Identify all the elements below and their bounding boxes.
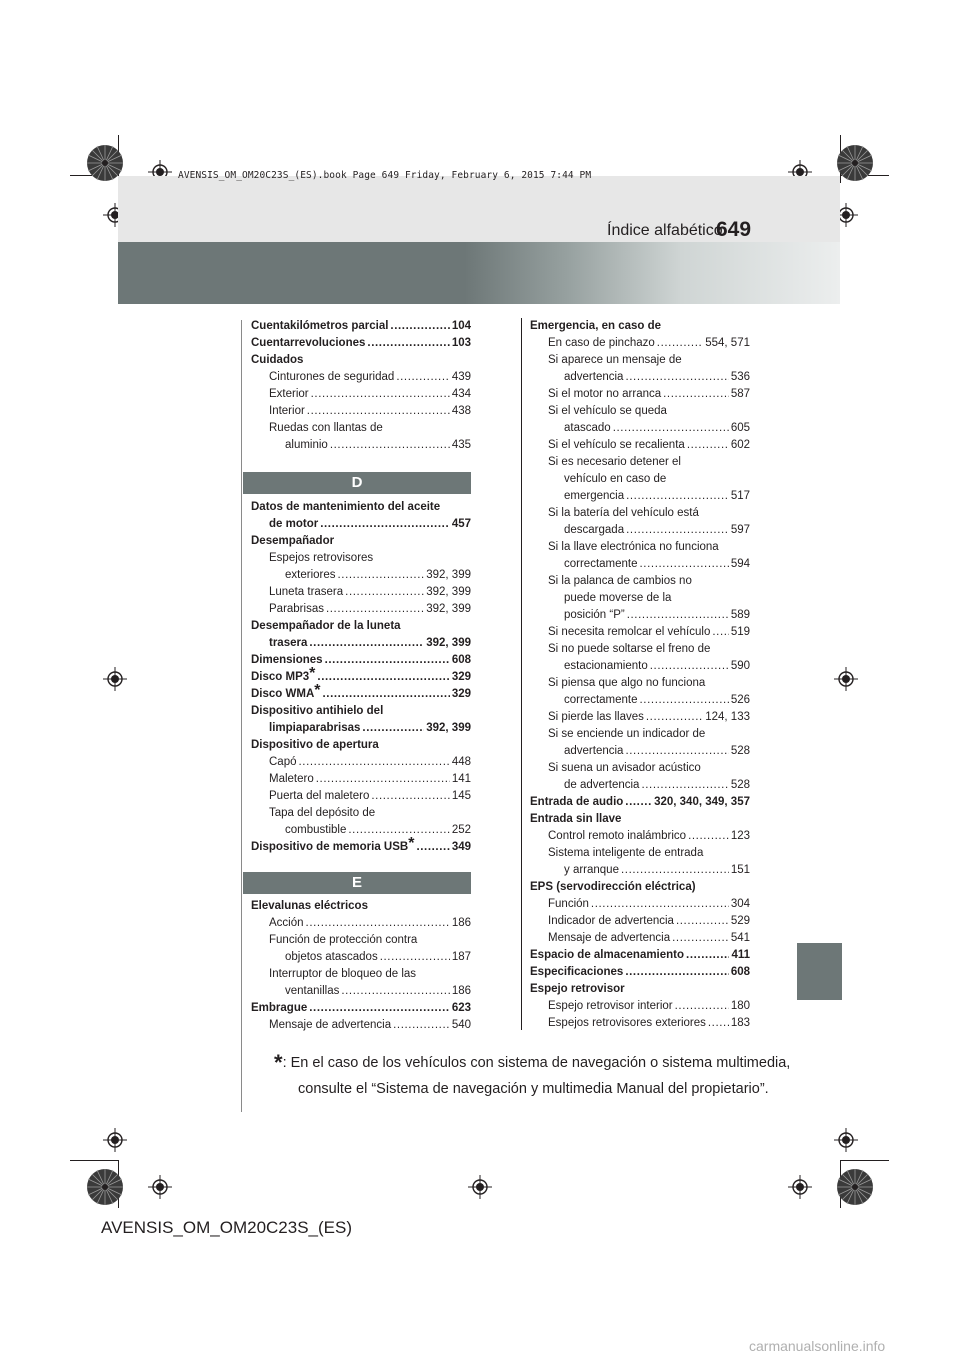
index-entry xyxy=(530,386,750,403)
index-entry-term: Ruedas con llantas de xyxy=(269,422,383,434)
index-entry-page: 554, 571 xyxy=(705,337,750,349)
index-entry xyxy=(530,930,750,947)
index-entry xyxy=(530,828,750,845)
index-entry-term: de motor xyxy=(269,518,319,530)
leader-dots xyxy=(390,318,449,335)
index-entry xyxy=(530,998,750,1015)
index-entry-page: 608 xyxy=(730,966,750,978)
leader-dots xyxy=(657,335,703,352)
index-entry-page: 587 xyxy=(730,388,750,400)
index-entry-term: Función xyxy=(548,898,589,910)
index-entry xyxy=(251,533,471,550)
index-entry-page: 590 xyxy=(730,660,750,672)
registration-mark-icon xyxy=(468,1175,492,1199)
section-header-e: E xyxy=(243,872,471,894)
page-title: Índice alfabético xyxy=(607,222,723,239)
leader-dots xyxy=(362,720,424,737)
index-entry xyxy=(251,437,471,454)
index-entry xyxy=(530,947,750,964)
index-entry-page: 186 xyxy=(451,917,471,929)
index-entry xyxy=(530,862,750,879)
footer-document-code: AVENSIS_OM_OM20C23S_(ES) xyxy=(101,1218,352,1237)
index-entry-term: Espejo retrovisor interior xyxy=(548,1000,673,1012)
index-entry xyxy=(251,601,471,618)
index-entry-page: 605 xyxy=(730,422,750,434)
index-entry-page: 529 xyxy=(730,915,750,927)
index-entry xyxy=(530,777,750,794)
leader-dots xyxy=(675,998,729,1015)
registration-mark-icon xyxy=(103,667,127,691)
registration-mark-icon xyxy=(834,667,858,691)
leader-dots xyxy=(621,862,729,879)
index-entry xyxy=(530,420,750,437)
index-entry xyxy=(530,726,750,743)
index-entry xyxy=(530,760,750,777)
index-entry-page: 392, 399 xyxy=(426,569,471,581)
leader-dots xyxy=(712,624,728,641)
index-entry-page: 439 xyxy=(451,371,471,383)
index-entry-page: 329 xyxy=(451,688,471,700)
index-entry xyxy=(251,949,471,966)
index-entry-term: Puerta del maletero xyxy=(269,790,370,802)
index-entry-term: Desempañador xyxy=(251,535,335,547)
index-entry-term: Si pierde las llaves xyxy=(548,711,644,723)
leader-dots xyxy=(322,686,449,703)
header-band xyxy=(118,242,840,304)
leader-dots xyxy=(338,567,425,584)
index-entry-term: Indicador de advertencia xyxy=(548,915,674,927)
index-entry-page: 392, 399 xyxy=(426,637,471,649)
index-entry xyxy=(251,584,471,601)
index-entry-term: Interior xyxy=(269,405,305,417)
index-entry-term: Dimensiones xyxy=(251,654,323,666)
index-entry xyxy=(251,499,471,516)
index-entry-term: emergencia xyxy=(564,490,625,502)
chapter-tab-marker xyxy=(797,943,842,1000)
index-entry-page: 180 xyxy=(730,1000,750,1012)
leader-dots xyxy=(625,964,728,981)
leader-dots xyxy=(686,947,729,964)
index-entry-term: correctamente xyxy=(564,558,638,570)
leader-dots xyxy=(396,369,450,386)
index-entry xyxy=(530,658,750,675)
index-entry xyxy=(530,318,750,335)
index-entry-page: 304 xyxy=(730,898,750,910)
index-entry-term: Si el motor no arranca xyxy=(548,388,662,400)
index-entry xyxy=(530,1015,750,1032)
index-entry-term: combustible xyxy=(285,824,347,836)
leader-dots xyxy=(625,794,652,811)
footnote-star: * xyxy=(274,1050,283,1075)
leader-dots xyxy=(625,743,728,760)
index-entry-term: Cuentakilómetros parcial xyxy=(251,320,389,332)
index-entry xyxy=(530,964,750,981)
index-entry-term: Interruptor de bloqueo de las xyxy=(269,968,417,980)
index-column-left-d xyxy=(251,499,471,856)
index-entry-term: Si es necesario detener el xyxy=(548,456,681,468)
index-entry xyxy=(251,737,471,754)
leader-dots xyxy=(309,1000,450,1017)
index-entry-page: 329 xyxy=(451,671,471,683)
index-entry-page: 183 xyxy=(730,1017,750,1029)
index-entry xyxy=(530,505,750,522)
index-column-left-top xyxy=(251,318,471,454)
index-entry-term: Si suena un avisador acústico xyxy=(548,762,701,774)
index-entry-term: Control remoto inalámbrico xyxy=(548,830,687,842)
index-entry-page: 320, 340, 349, 357 xyxy=(654,796,750,808)
index-entry-page: 517 xyxy=(730,490,750,502)
leader-dots xyxy=(330,437,450,454)
index-entry xyxy=(251,352,471,369)
index-entry-term: de advertencia xyxy=(564,779,640,791)
index-entry-term: Espejos retrovisores exteriores xyxy=(548,1017,706,1029)
index-entry-term: Tapa del depósito de xyxy=(269,807,376,819)
index-entry-term: Especificaciones xyxy=(530,966,624,978)
index-entry-term: Entrada de audio xyxy=(530,796,624,808)
index-entry xyxy=(530,352,750,369)
leader-dots xyxy=(309,635,424,652)
index-entry-term: y arranque xyxy=(564,864,619,876)
index-entry xyxy=(251,898,471,915)
index-entry-page: 434 xyxy=(451,388,471,400)
index-entry-page: 349 xyxy=(451,841,471,853)
index-entry xyxy=(251,386,471,403)
index-entry xyxy=(530,743,750,760)
index-entry xyxy=(530,913,750,930)
index-entry xyxy=(251,771,471,788)
print-info-line: AVENSIS_OM_OM20C23S_(ES).book Page 649 Friday, February 6, 2015 7:44 PM xyxy=(178,170,592,181)
column-divider xyxy=(521,318,522,1030)
index-column-left-e xyxy=(251,898,471,1034)
leader-dots xyxy=(380,949,450,966)
index-entry-term: Entrada sin llave xyxy=(530,813,622,825)
index-entry-page: 141 xyxy=(451,773,471,785)
index-entry-term: Dispositivo antihielo del xyxy=(251,705,384,717)
leader-dots xyxy=(307,403,450,420)
index-entry xyxy=(251,403,471,420)
index-entry-term: Si el vehículo se recalienta xyxy=(548,439,685,451)
index-entry-term: Luneta trasera xyxy=(269,586,344,598)
index-entry xyxy=(530,845,750,862)
index-entry xyxy=(530,692,750,709)
index-entry-term: limpiaparabrisas xyxy=(269,722,361,734)
leader-dots xyxy=(345,584,424,601)
registration-mark-icon xyxy=(103,1128,127,1152)
index-entry-term: Datos de mantenimiento del aceite xyxy=(251,501,441,513)
index-entry-term: Si la batería del vehículo está xyxy=(548,507,699,519)
index-entry-term: Elevalunas eléctricos xyxy=(251,900,368,912)
index-entry-term: correctamente xyxy=(564,694,638,706)
leader-dots xyxy=(299,754,450,771)
leader-dots xyxy=(650,658,729,675)
index-entry-term: Función de protección contra xyxy=(269,934,418,946)
index-entry-term: advertencia xyxy=(564,745,624,757)
index-entry-page: 602 xyxy=(730,439,750,451)
index-entry-page: 597 xyxy=(730,524,750,536)
index-entry xyxy=(251,618,471,635)
index-entry xyxy=(530,454,750,471)
index-entry-term: Embrague xyxy=(251,1002,308,1014)
index-entry xyxy=(530,573,750,590)
leader-dots xyxy=(640,692,729,709)
index-entry-page: 623 xyxy=(451,1002,471,1014)
leader-dots xyxy=(591,896,729,913)
leader-dots xyxy=(306,915,450,932)
index-entry-term: aluminio xyxy=(285,439,328,451)
index-entry-term: trasera xyxy=(269,637,308,649)
index-entry xyxy=(251,805,471,822)
footnote xyxy=(274,1050,790,1102)
index-entry-term: posición “P” xyxy=(564,609,625,621)
index-entry-term: estacionamiento xyxy=(564,660,648,672)
leader-dots xyxy=(311,386,450,403)
index-entry xyxy=(251,915,471,932)
leader-dots xyxy=(316,771,450,788)
index-entry-term: Acción xyxy=(269,917,304,929)
index-entry xyxy=(251,703,471,720)
index-entry-term: Espejo retrovisor xyxy=(530,983,625,995)
registration-mark-icon xyxy=(148,1175,172,1199)
index-entry-page: 448 xyxy=(451,756,471,768)
index-entry-term: Si aparece un mensaje de xyxy=(548,354,682,366)
index-entry xyxy=(251,754,471,771)
section-header-d: D xyxy=(243,472,471,494)
index-entry xyxy=(530,369,750,386)
index-entry xyxy=(530,522,750,539)
spoke-disc-icon xyxy=(86,1168,124,1206)
leader-dots xyxy=(676,913,729,930)
index-entry-term: puede moverse de la xyxy=(564,592,672,604)
index-entry-term: Espacio de almacenamiento xyxy=(530,949,685,961)
registration-mark-icon xyxy=(834,1128,858,1152)
index-entry xyxy=(251,420,471,437)
index-entry-page: 438 xyxy=(451,405,471,417)
index-entry-term: Disco WMA xyxy=(251,688,315,700)
index-entry xyxy=(251,966,471,983)
index-entry-term: Disco MP3 xyxy=(251,671,310,683)
index-entry-page: 252 xyxy=(451,824,471,836)
index-entry xyxy=(530,335,750,352)
index-entry-term: advertencia xyxy=(564,371,624,383)
leader-dots xyxy=(627,607,729,624)
leader-dots xyxy=(672,930,729,947)
index-entry-term: objetos atascados xyxy=(285,951,378,963)
index-entry xyxy=(530,794,750,811)
index-entry-page: 519 xyxy=(730,626,750,638)
index-entry xyxy=(530,488,750,505)
index-entry xyxy=(530,675,750,692)
watermark: carmanualsonline.info xyxy=(749,1338,886,1354)
leader-dots xyxy=(367,335,449,352)
index-entry-term: Si necesita remolcar el vehículo xyxy=(548,626,711,638)
index-entry: Disco MP3 * ..... 329 xyxy=(251,669,471,686)
leader-dots xyxy=(663,386,729,403)
index-entry xyxy=(530,879,750,896)
index-entry xyxy=(251,788,471,805)
registration-mark-icon xyxy=(788,1175,812,1199)
index-entry-page: 594 xyxy=(730,558,750,570)
index-entry-term: Cinturones de seguridad xyxy=(269,371,395,383)
leader-dots xyxy=(320,516,450,533)
page-number: 649 xyxy=(716,218,752,241)
index-entry xyxy=(251,635,471,652)
index-entry-term: Mensaje de advertencia xyxy=(548,932,671,944)
index-column-right xyxy=(530,318,750,1032)
index-entry-term: ventanillas xyxy=(285,985,340,997)
index-entry xyxy=(251,1017,471,1034)
spoke-disc-icon xyxy=(836,144,874,182)
footnote-line-2: consulte el “Sistema de navegación y multimedia Manual del propietario”. xyxy=(298,1081,769,1097)
leader-dots xyxy=(625,369,728,386)
index-entry-page: 526 xyxy=(730,694,750,706)
index-entry xyxy=(251,567,471,584)
index-entry-term: Espejos retrovisores xyxy=(269,552,374,564)
leader-dots xyxy=(626,488,729,505)
leader-dots xyxy=(613,420,729,437)
index-entry xyxy=(530,896,750,913)
index-entry-term: atascado xyxy=(564,422,611,434)
index-entry-page: 124, 133 xyxy=(705,711,750,723)
index-entry-term: Desempañador de la luneta xyxy=(251,620,401,632)
index-entry-term: Si el vehículo se queda xyxy=(548,405,667,417)
leader-dots xyxy=(393,1017,450,1034)
index-entry xyxy=(251,550,471,567)
leader-dots xyxy=(688,828,729,845)
index-entry-term: Cuidados xyxy=(251,354,304,366)
index-entry-term: Cuentarrevoluciones xyxy=(251,337,366,349)
spoke-disc-icon xyxy=(836,1168,874,1206)
index-entry-page: 411 xyxy=(731,949,750,961)
leader-dots xyxy=(416,839,449,856)
index-entry xyxy=(251,516,471,533)
index-entry-term: descargada xyxy=(564,524,625,536)
leader-dots xyxy=(687,437,729,454)
index-entry xyxy=(251,652,471,669)
index-entry xyxy=(530,539,750,556)
index-entry xyxy=(530,403,750,420)
index-entry-page: 151 xyxy=(730,864,750,876)
index-entry-page: 435 xyxy=(451,439,471,451)
index-entry-page: 186 xyxy=(451,985,471,997)
index-entry-term: Si se enciende un indicador de xyxy=(548,728,706,740)
leader-dots xyxy=(626,522,729,539)
index-entry-page: 528 xyxy=(730,745,750,757)
index-entry-page: 145 xyxy=(451,790,471,802)
leader-dots xyxy=(348,822,449,839)
index-entry-page: 392, 399 xyxy=(426,586,471,598)
index-entry xyxy=(530,624,750,641)
index-entry-term: En caso de pinchazo xyxy=(548,337,655,349)
index-entry-page: 457 xyxy=(451,518,471,530)
index-entry-page: 392, 399 xyxy=(426,603,471,615)
index-entry-term: vehículo en caso de xyxy=(564,473,667,485)
index-entry-page: 104 xyxy=(451,320,471,332)
index-entry-page: 541 xyxy=(730,932,750,944)
index-entry-term: Emergencia, en caso de xyxy=(530,320,662,332)
index-entry xyxy=(530,641,750,658)
index-entry-term: Dispositivo de memoria USB xyxy=(251,841,409,853)
index-entry xyxy=(530,437,750,454)
index-entry-page: 392, 399 xyxy=(426,722,471,734)
index-entry-page: 528 xyxy=(730,779,750,791)
index-entry-term: Capó xyxy=(269,756,297,768)
index-entry-page: 540 xyxy=(451,1019,471,1031)
index-entry xyxy=(530,590,750,607)
index-entry-term: Si la palanca de cambios no xyxy=(548,575,692,587)
index-entry xyxy=(530,981,750,998)
index-entry-page: 536 xyxy=(730,371,750,383)
index-entry-term: Si piensa que algo no funciona xyxy=(548,677,706,689)
leader-dots xyxy=(641,777,728,794)
index-entry-term: Si no puede soltarse el freno de xyxy=(548,643,711,655)
leader-dots xyxy=(341,983,449,1000)
index-entry-page: 187 xyxy=(451,951,471,963)
index-entry-term: Dispositivo de apertura xyxy=(251,739,379,751)
index-entry-page: 589 xyxy=(730,609,750,621)
index-entry xyxy=(530,709,750,726)
index-entry xyxy=(530,607,750,624)
index-entry-page: 608 xyxy=(451,654,471,666)
footnote-line-1: : En el caso de los vehículos con sistema de navegación o sistema multimedia, xyxy=(282,1055,791,1071)
leader-dots xyxy=(325,652,450,669)
index-entry: Disco WMA * ..... 329 xyxy=(251,686,471,703)
index-entry xyxy=(251,822,471,839)
index-entry xyxy=(251,335,471,352)
index-entry-term: Maletero xyxy=(269,773,314,785)
index-entry xyxy=(251,720,471,737)
index-entry xyxy=(251,983,471,1000)
index-entry xyxy=(530,471,750,488)
leader-dots xyxy=(317,669,449,686)
index-entry-page: 103 xyxy=(451,337,471,349)
index-entry xyxy=(530,556,750,573)
index-entry xyxy=(251,932,471,949)
index-entry xyxy=(251,1000,471,1017)
index-entry-term: Si la llave electrónica no funciona xyxy=(548,541,719,553)
index-entry: Dispositivo de memoria USB * ..... 349 xyxy=(251,839,471,856)
left-margin-rule xyxy=(241,320,242,1112)
leader-dots xyxy=(708,1015,729,1032)
leader-dots xyxy=(646,709,703,726)
leader-dots xyxy=(326,601,424,618)
index-entry xyxy=(251,369,471,386)
index-entry xyxy=(251,318,471,335)
index-entry-term: EPS (servodirección eléctrica) xyxy=(530,881,696,893)
index-entry xyxy=(530,811,750,828)
index-entry-term: exteriores xyxy=(285,569,336,581)
leader-dots xyxy=(640,556,729,573)
index-entry-page: 123 xyxy=(730,830,750,842)
index-entry-term: Parabrisas xyxy=(269,603,324,615)
index-entry-term: Mensaje de advertencia xyxy=(269,1019,392,1031)
index-entry-term: Sistema inteligente de entrada xyxy=(548,847,704,859)
index-entry-term: Exterior xyxy=(269,388,309,400)
leader-dots xyxy=(371,788,449,805)
